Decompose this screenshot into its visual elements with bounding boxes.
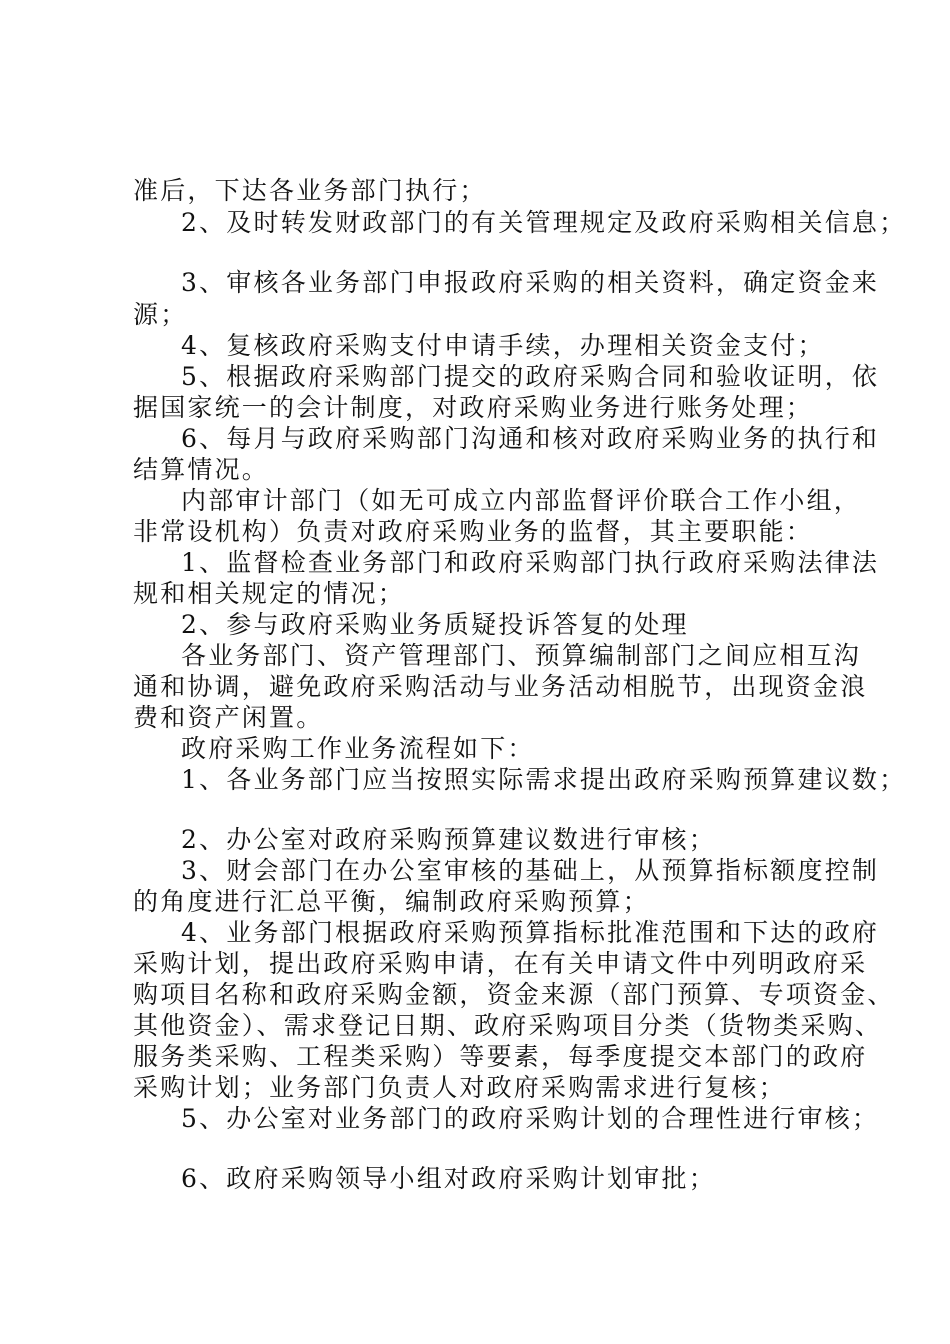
text-line: 5、办公室对业务部门的政府采购计划的合理性进行审核； [181, 1104, 880, 1133]
text-line: 4、业务部门根据政府采购预算指标批准范围和下达的政府 [181, 918, 880, 947]
text-line: 费和资产闲置。 [133, 703, 324, 732]
text-line: 采购计划，提出政府采购申请，在有关申请文件中列明政府采 [133, 949, 868, 978]
text-line: 2、办公室对政府采购预算建议数进行审核； [181, 825, 716, 854]
text-line: 通和协调，避免政府采购活动与业务活动相脱节，出现资金浪 [133, 672, 868, 701]
text-line: 的角度进行汇总平衡，编制政府采购预算； [133, 887, 650, 916]
text-line: 3、审核各业务部门申报政府采购的相关资料，确定资金来 [181, 268, 880, 297]
text-line: 据国家统一的会计制度，对政府采购业务进行账务处理； [133, 393, 814, 422]
text-line: 4、复核政府采购支付申请手续，办理相关资金支付； [181, 331, 825, 360]
text-line: 6、政府采购领导小组对政府采购计划审批； [181, 1164, 716, 1193]
text-line: 采购计划；业务部门负责人对政府采购需求进行复核； [133, 1073, 786, 1102]
text-line: 1、监督检查业务部门和政府采购部门执行政府采购法律法 [181, 548, 880, 577]
text-line: 购项目名称和政府采购金额，资金来源（部门预算、专项资金、 [133, 980, 895, 1009]
text-line: 内部审计部门（如无可成立内部监督评价联合工作小组， [181, 486, 862, 515]
text-line: 结算情况。 [133, 455, 270, 484]
text-line: 规和相关规定的情况； [133, 579, 406, 608]
text-line: 准后，下达各业务部门执行； [133, 176, 487, 205]
text-line: 1、各业务部门应当按照实际需求提出政府采购预算建议数； [181, 765, 907, 794]
text-line: 各业务部门、资产管理部门、预算编制部门之间应相互沟 [181, 641, 862, 670]
text-line: 2、参与政府采购业务质疑投诉答复的处理 [181, 610, 689, 639]
text-line: 6、每月与政府采购部门沟通和核对政府采购业务的执行和 [181, 424, 880, 453]
text-line: 其他资金）、需求登记日期、政府采购项目分类（货物类采购、 [133, 1011, 883, 1040]
text-line: 政府采购工作业务流程如下： [181, 734, 535, 763]
text-line: 2、及时转发财政部门的有关管理规定及政府采购相关信息； [181, 208, 907, 237]
text-line: 非常设机构）负责对政府采购业务的监督，其主要职能： [133, 517, 814, 546]
text-line: 源； [133, 300, 188, 329]
text-line: 5、根据政府采购部门提交的政府采购合同和验收证明，依 [181, 362, 880, 391]
text-line: 3、财会部门在办公室审核的基础上，从预算指标额度控制 [181, 856, 880, 885]
text-line: 服务类采购、工程类采购）等要素，每季度提交本部门的政府 [133, 1042, 868, 1071]
